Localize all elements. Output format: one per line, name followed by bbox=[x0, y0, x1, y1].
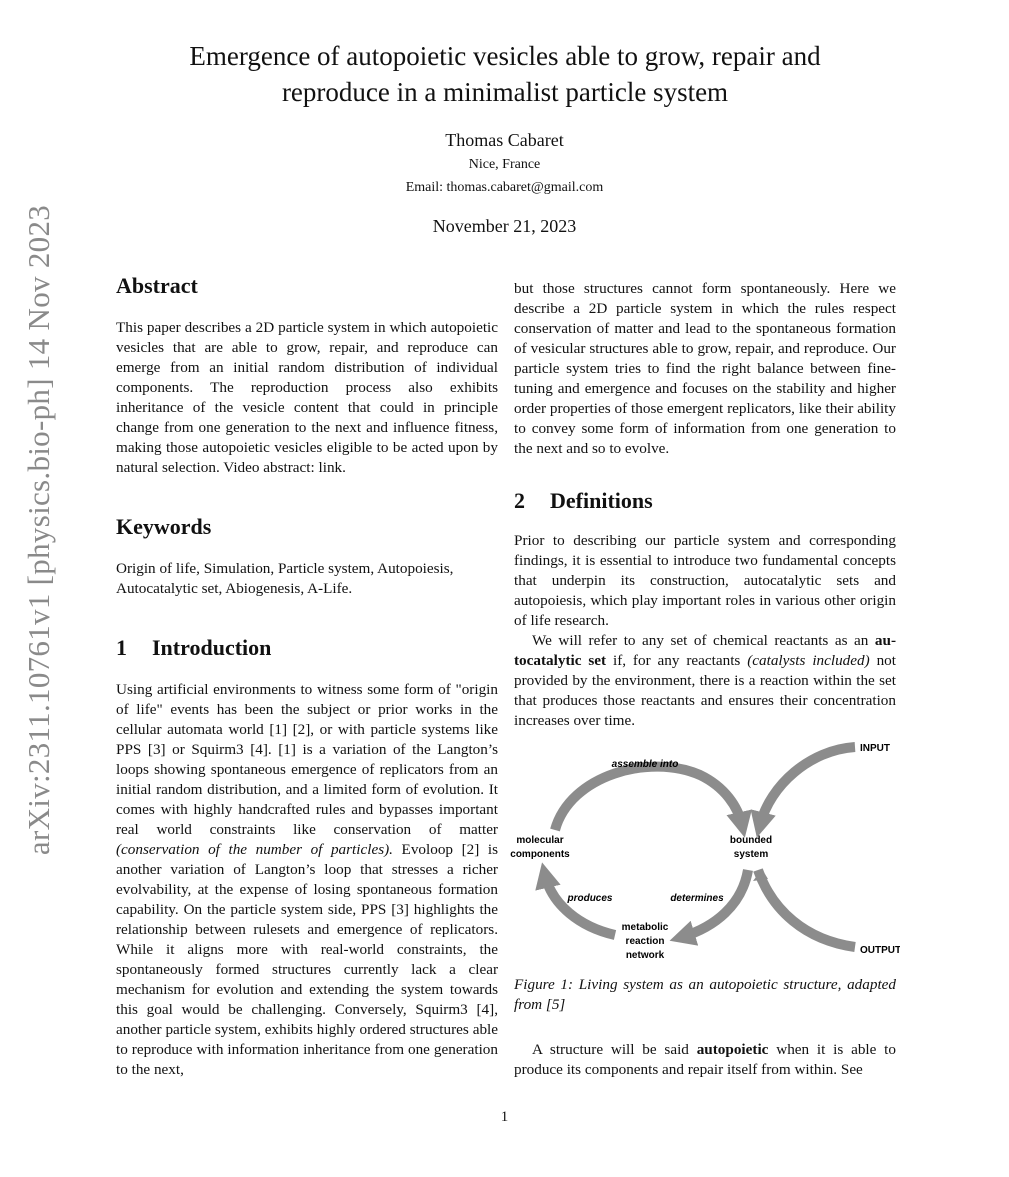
def-text-italic: (catalysts included) bbox=[747, 652, 870, 669]
introduction-continuation: but those structures cannot form spontaneously. Here we describe a 2D particle system in which the rules respect conservation of matter and lead to the spontaneous formation of vesicular structures able to grow, repair, and reproduce. Our particle system tries to find the right balance between fine-tuning and emergence and focuses on the stability and higher order properties of those emergent replicators, like their ability to convey some form of information from one generation to the next and so to evolve. bbox=[514, 280, 896, 457]
introduction-heading bbox=[116, 635, 271, 661]
author-name: Thomas Cabaret bbox=[445, 130, 564, 150]
term-autopoietic: autopoietic bbox=[696, 1041, 769, 1058]
arxiv-id: arXiv:2311.10761v1 [physics.bio-ph] 14 Nov 2023 bbox=[21, 204, 56, 856]
label-components: components bbox=[510, 849, 570, 860]
autopoietic-cycle-diagram bbox=[510, 735, 900, 970]
keywords-text: Origin of life, Simulation, Particle system, Autopoiesis, Autocatalytic set, Abiogenesis, A-Life. bbox=[116, 560, 454, 597]
label-output: OUTPUT bbox=[860, 945, 900, 956]
def-text-part: We will refer to any set of chemical reactants as an bbox=[532, 632, 875, 649]
label-network: network bbox=[625, 950, 665, 961]
arrow-input bbox=[760, 747, 855, 825]
label-reaction: reaction bbox=[625, 936, 665, 947]
paper-date: November 21, 2023 bbox=[432, 216, 577, 236]
title-line: reproduce in a minimalist particle system bbox=[281, 77, 729, 107]
label-metabolic: metabolic bbox=[621, 922, 669, 933]
definitions-para-2 bbox=[514, 631, 896, 731]
section-number: 1 bbox=[116, 635, 127, 660]
arrow-produces bbox=[545, 875, 615, 935]
keywords-heading: Keywords bbox=[116, 514, 212, 539]
def-text-part: A structure will be said bbox=[532, 1041, 697, 1058]
label-input: INPUT bbox=[860, 743, 890, 754]
definitions-heading bbox=[514, 488, 653, 514]
arxiv-watermark bbox=[14, 180, 64, 880]
title-line: Emergence of autopoietic vesicles able to grow, repair and bbox=[189, 41, 821, 71]
label-system: system bbox=[733, 849, 769, 860]
def-text-part: not provided by the environment, there is a reaction within the set that produces those reactants and ensures their concentration increases over time. bbox=[514, 652, 896, 729]
def-text-part: when it is able to produce its components and repair itself from within. See bbox=[514, 1041, 896, 1078]
abstract-text: This paper describes a 2D particle system in which autopoietic vesicles that are able to grow, repair, and reproduce can emerge from an initial random distribution of individual components. The reproduction process also exhibits inheritance of the vesicle content that could in principle change from one generation to the next and influence fitness, making those autopoietic vesicles eligible to be acted upon by natural selection. Video abstract: link. bbox=[116, 319, 498, 476]
arrow-output bbox=[758, 870, 855, 947]
page-number: 1 bbox=[500, 1109, 509, 1125]
author-email: Email: thomas.cabaret@gmail.com bbox=[405, 180, 604, 195]
figure-autopoietic-diagram bbox=[510, 735, 900, 970]
figure-caption: Figure 1: Living system as an autopoietic structure, adapted from [5] bbox=[514, 976, 896, 1013]
paper-title bbox=[130, 38, 880, 110]
abstract-heading: Abstract bbox=[116, 273, 198, 298]
section-title: Introduction bbox=[152, 635, 272, 660]
section-number: 2 bbox=[514, 488, 525, 513]
label-bounded: bounded bbox=[729, 835, 773, 846]
definitions-para-3 bbox=[514, 1040, 896, 1080]
label-produces: produces bbox=[567, 893, 613, 904]
label-molecular: molecular bbox=[516, 835, 564, 846]
section-title: Definitions bbox=[550, 488, 653, 513]
label-assemble-into: assemble into bbox=[611, 759, 679, 770]
def-text-part: if, for any reactants bbox=[606, 652, 748, 669]
intro-text-part: Using artificial environments to witness some form of "origin of life" events has been the subject or prior works in the cellular automata world [1] [2], or with particle systems like PPS [3] or Squirm3 [4]. [1] is a variation of the Langton’s loops showing spontaneous emergence of replicators from an initial random distribution, and a limited form of evolution. It comes with highly handcrafted rules and bypasses important real world constraints like conservation of matter bbox=[116, 681, 498, 838]
introduction-text bbox=[116, 680, 498, 1080]
term-autocatalytic-set: autocatalytic set bbox=[514, 632, 896, 669]
author-affiliation: Nice, France bbox=[468, 157, 541, 172]
arrow-assemble-into bbox=[555, 767, 742, 830]
intro-text-italic: (conservation of the number of particles). bbox=[116, 841, 393, 858]
intro-text-part: Evoloop [2] is another variation of Langton’s loop that stresses a richer evolvability, at the expense of losing spontaneous formation capability. On the particle system side, PPS [3] highlights the relationship between rulesets and emergence of replicators. While it aligns more with real-world constraints, the spontaneously formed structures currently lack a clear mechanism for evolution and extending the system towards this goal would be challenging. Conversely, Squirm3 [4], another particle system, exhibits highly ordered structures able to reproduce with information inheritance from one generation to the next, bbox=[116, 841, 498, 1078]
definitions-para-1: Prior to describing our particle system and corresponding findings, it is essential to introduce two fundamental concepts that underpin its construction, autocatalytic sets and autopoiesis, which play important roles in various other origin of life research. bbox=[514, 532, 896, 629]
label-determines: determines bbox=[670, 893, 724, 904]
